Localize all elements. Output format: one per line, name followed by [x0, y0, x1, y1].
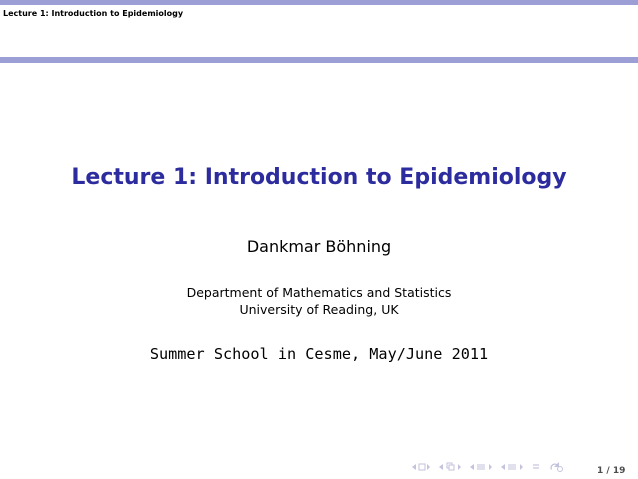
- header-title: Lecture 1: Introduction to Epidemiology: [3, 9, 184, 18]
- page-number: 1 / 19: [597, 466, 626, 476]
- nav-subsection-back-icon[interactable]: [438, 462, 462, 472]
- institute-university: University of Reading, UK: [239, 302, 399, 317]
- nav-align-icon[interactable]: [531, 462, 541, 472]
- nav-section-back-icon[interactable]: [469, 462, 493, 472]
- nav-section-forward-icon[interactable]: [500, 462, 524, 472]
- event-name: Summer School in Cesme, May/June 2011: [149, 345, 489, 363]
- slide-title: Lecture 1: Introduction to Epidemiology: [71, 165, 567, 190]
- header-rule: [0, 57, 638, 63]
- author-name: Dankmar Böhning: [246, 237, 392, 256]
- beamer-navigation: [411, 461, 564, 473]
- nav-search-icon[interactable]: [548, 461, 564, 473]
- institute-department: Department of Mathematics and Statistics: [186, 285, 452, 300]
- top-color-bar: [0, 0, 638, 5]
- nav-frame-back-icon[interactable]: [411, 462, 431, 472]
